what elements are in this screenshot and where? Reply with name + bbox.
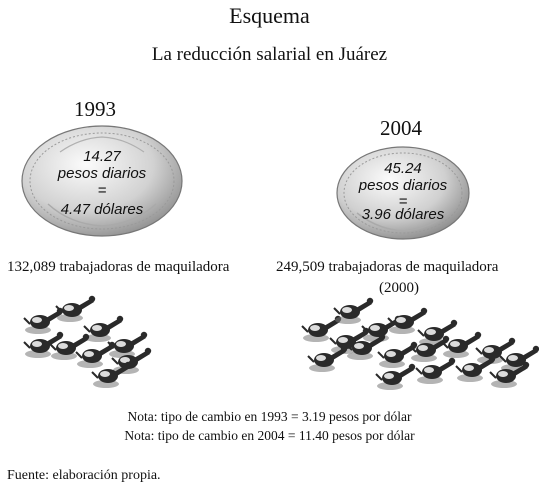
worker-figure-icon bbox=[84, 316, 123, 342]
worker-figure-icon bbox=[24, 308, 63, 334]
workers-2004-caption: 249,509 trabajadoras de maquiladora bbox=[276, 259, 499, 275]
coin-2004-dollars: 3.96 dólares bbox=[361, 206, 445, 223]
worker-figure-icon bbox=[442, 332, 481, 358]
worker-figure-icon bbox=[456, 356, 495, 382]
coin-1993-unit: pesos diarios bbox=[57, 165, 147, 182]
coin-1993-equals: = bbox=[97, 182, 107, 199]
diagram-title: Esquema bbox=[229, 3, 310, 28]
workers-1993-group bbox=[10, 296, 170, 390]
coin-1993-amount: 14.27 bbox=[83, 148, 121, 165]
workers-2004-note: (2000) bbox=[379, 280, 419, 296]
note-exchange-1993: Nota: tipo de cambio en 1993 = 3.19 pesos por dólar bbox=[127, 409, 412, 424]
workers-1993-caption: 132,089 trabajadoras de maquiladora bbox=[7, 259, 230, 275]
year-1993-label: 1993 bbox=[74, 97, 116, 121]
note-exchange-2004: Nota: tipo de cambio en 2004 = 11.40 pesos por dólar bbox=[124, 428, 415, 443]
worker-figure-icon bbox=[334, 298, 373, 324]
worker-figure-icon bbox=[76, 342, 115, 368]
source-caption: Fuente: elaboración propia. bbox=[7, 468, 161, 483]
year-2004-label: 2004 bbox=[380, 116, 422, 140]
coin-2004-equals: = bbox=[398, 193, 408, 210]
coin-2004-unit: pesos diarios bbox=[358, 177, 448, 194]
diagram-subtitle: La reducción salarial en Juárez bbox=[151, 44, 388, 65]
worker-figure-icon bbox=[308, 346, 347, 372]
workers-2004-group bbox=[294, 296, 534, 396]
coin-2004-amount: 45.24 bbox=[384, 160, 422, 177]
coin-1993-dollars: 4.47 dólares bbox=[60, 201, 144, 218]
